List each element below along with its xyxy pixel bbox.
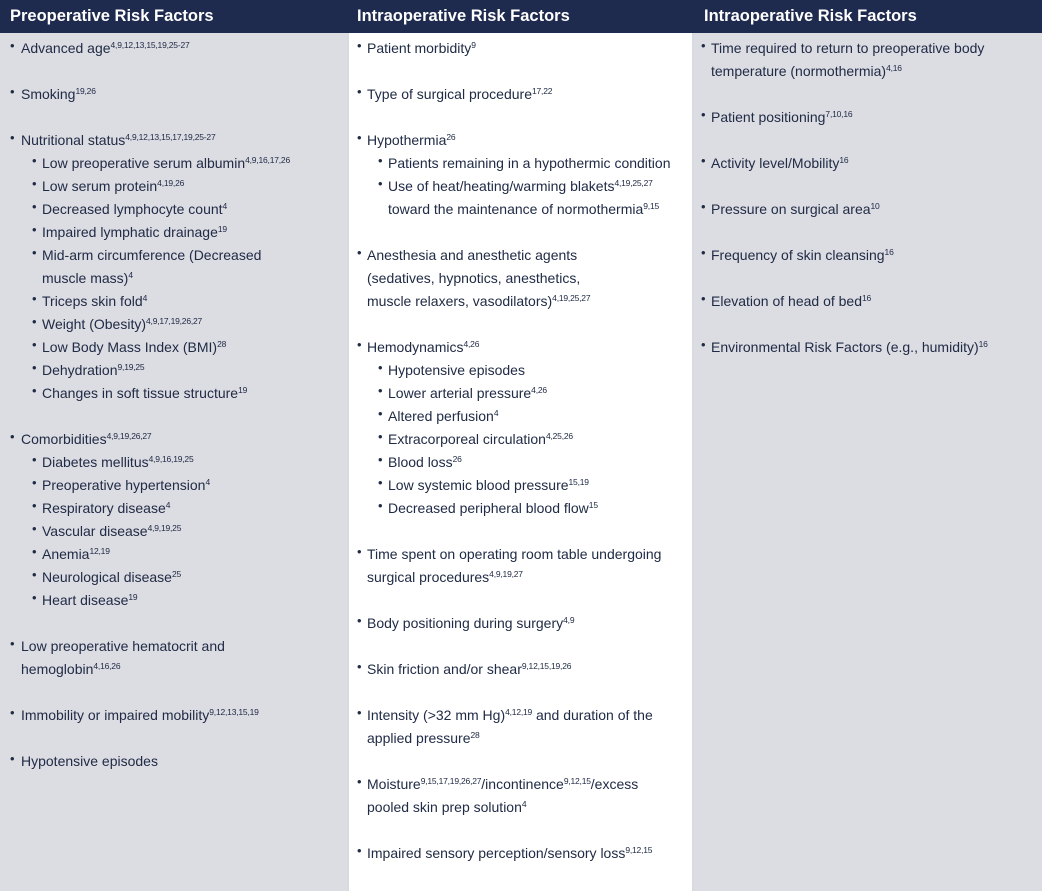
list-item: Skin friction and/or shear$^{9,12,15,19,26}$ <box>367 661 572 677</box>
list-item: Low preoperative serum albumin$^{4,9,16,17,26}$ <box>42 155 290 171</box>
list-item: Altered perfusion$^4$ <box>388 408 499 424</box>
bullet: • <box>32 360 37 375</box>
list-item: Immobility or impaired mobility$^{9,12,13,15,19}$ <box>21 707 259 723</box>
bullet: • <box>378 360 383 375</box>
bullet: • <box>701 199 706 214</box>
bullet: • <box>32 337 37 352</box>
bullet: • <box>378 176 383 191</box>
bullet: • <box>357 84 362 99</box>
list-item: Vascular disease$^{4,9,19,25}$ <box>42 523 182 539</box>
bullet: • <box>357 130 362 145</box>
list-item: Smoking$^{19,26}$ <box>21 86 96 102</box>
list-item: Elevation of head of bed$^{16}$ <box>711 293 872 309</box>
bullet: • <box>10 130 15 145</box>
bullet: • <box>378 406 383 421</box>
list-item: Time spent on operating room table undergoing <box>367 546 662 562</box>
list-item: Triceps skin fold$^4$ <box>42 293 148 309</box>
list-item: Extracorporeal circulation$^{4,25,26}$ <box>388 431 573 447</box>
bullet: • <box>357 245 362 260</box>
list-item: Hypotensive episodes <box>21 753 158 769</box>
header-intraoperative: Intraoperative Risk Factors <box>347 0 694 33</box>
bullet: • <box>378 452 383 467</box>
bullet: • <box>357 774 362 789</box>
list-item: Lower arterial pressure$^{4,26}$ <box>388 385 547 401</box>
list-item-cont: surgical procedures$^{4,9,19,27}$ <box>367 569 523 585</box>
bullet: • <box>32 291 37 306</box>
list-item: Low systemic blood pressure$^{15,19}$ <box>388 477 589 493</box>
list-item-cont: hemoglobin$^{4,16,26}$ <box>21 661 121 677</box>
list-item: Blood loss$^{26}$ <box>388 454 462 470</box>
bullet: • <box>701 38 706 53</box>
bullet: • <box>357 38 362 53</box>
list-item: Moisture$^{9,15,17,19,26,27}$/incontinence$^{9,12,15}$/excess <box>367 776 639 792</box>
bullet: • <box>32 590 37 605</box>
list-item: Body positioning during surgery$^{4,9}$ <box>367 615 575 631</box>
list-item: Frequency of skin cleansing$^{16}$ <box>711 247 894 263</box>
header-intraoperative-2: Intraoperative Risk Factors <box>694 0 1042 33</box>
list-item-cont: (sedatives, hypnotics, anesthetics, <box>367 270 581 286</box>
bullet: • <box>357 705 362 720</box>
list-item: Decreased lymphocyte count$^4$ <box>42 201 228 217</box>
bullet: • <box>357 544 362 559</box>
bullet: • <box>32 452 37 467</box>
list-item: Low preoperative hematocrit and <box>21 638 225 654</box>
bullet: • <box>701 107 706 122</box>
list-item: Activity level/Mobility$^{16}$ <box>711 155 849 171</box>
bullet: • <box>378 153 383 168</box>
bullet: • <box>378 383 383 398</box>
bullet: • <box>701 291 706 306</box>
bullet: • <box>32 314 37 329</box>
list-item: Hemodynamics$^{4,26}$ <box>367 339 480 355</box>
bullet: • <box>32 199 37 214</box>
bullet: • <box>32 245 37 260</box>
bullet: • <box>10 84 15 99</box>
list-item: Pressure on surgical area$^{10}$ <box>711 201 880 217</box>
header-preoperative: Preoperative Risk Factors <box>0 0 347 33</box>
bullet: • <box>357 613 362 628</box>
list-item: Low serum protein$^{4,19,26}$ <box>42 178 185 194</box>
bullet: • <box>357 659 362 674</box>
list-item: Advanced age$^{4,9,12,13,15,19,25-27}$ <box>21 40 190 56</box>
list-item: Hypotensive episodes <box>388 362 525 378</box>
list-item: Mid-arm circumference (Decreased <box>42 247 262 263</box>
list-item-cont: muscle relaxers, vasodilators)$^{4,19,25,27}$ <box>367 293 591 309</box>
bullet: • <box>10 636 15 651</box>
list-item: Impaired lymphatic drainage$^{19}$ <box>42 224 227 240</box>
bullet: • <box>701 337 706 352</box>
list-item-cont: applied pressure$^{28}$ <box>367 730 480 746</box>
bullet: • <box>32 222 37 237</box>
bullet: • <box>32 176 37 191</box>
list-item: Environmental Risk Factors (e.g., humidity)$^{16}$ <box>711 339 988 355</box>
list-item: Dehydration$^{9,19,25}$ <box>42 362 145 378</box>
bullet: • <box>10 705 15 720</box>
bullet: • <box>701 245 706 260</box>
bullet: • <box>32 498 37 513</box>
list-item: Hypothermia$^{26}$ <box>367 132 456 148</box>
list-item: Intensity (>32 mm Hg)$^{4,12,19}$ and duration of the <box>367 707 653 723</box>
bullet: • <box>357 843 362 858</box>
list-item: Time required to return to preoperative body <box>711 40 985 56</box>
list-item: Anemia$^{12,19}$ <box>42 546 110 562</box>
bullet: • <box>32 153 37 168</box>
list-item: Weight (Obesity)$^{4,9,17,19,26,27}$ <box>42 316 203 332</box>
list-item-cont: temperature (normothermia)$^{4,16}$ <box>711 63 902 79</box>
list-item: Nutritional status$^{4,9,12,13,15,17,19,25-27}$ <box>21 132 216 148</box>
list-item: Respiratory disease$^4$ <box>42 500 171 516</box>
bullet: • <box>701 153 706 168</box>
list-item: Neurological disease$^{25}$ <box>42 569 182 585</box>
bullet: • <box>32 544 37 559</box>
list-item: Impaired sensory perception/sensory loss$^{9,12,15}$ <box>367 845 653 861</box>
bullet: • <box>378 429 383 444</box>
list-item-cont: toward the maintenance of normothermia$^{9,15}$ <box>388 201 659 217</box>
list-item-cont: pooled skin prep solution$^4$ <box>367 799 527 815</box>
bullet: • <box>32 521 37 536</box>
bullet: • <box>10 38 15 53</box>
list-item: Preoperative hypertension$^4$ <box>42 477 210 493</box>
list-item: Decreased peripheral blood flow$^{15}$ <box>388 500 598 516</box>
list-item: Comorbidities$^{4,9,19,26,27}$ <box>21 431 152 447</box>
bullet: • <box>357 337 362 352</box>
list-item: Patient morbidity$^9$ <box>367 40 476 56</box>
list-item: Changes in soft tissue structure$^{19}$ <box>42 385 248 401</box>
list-item: Anesthesia and anesthetic agents <box>367 247 578 263</box>
list-item: Heart disease$^{19}$ <box>42 592 138 608</box>
list-item: Patients remaining in a hypothermic condition <box>388 155 671 171</box>
list-item: Type of surgical procedure$^{17,22}$ <box>367 86 553 102</box>
bullet: • <box>378 475 383 490</box>
list-item: Low Body Mass Index (BMI)$^{28}$ <box>42 339 227 355</box>
bullet: • <box>10 429 15 444</box>
bullet: • <box>32 383 37 398</box>
bullet: • <box>32 475 37 490</box>
bullet: • <box>10 751 15 766</box>
list-item: Use of heat/heating/warming blakets$^{4,19,25,27}$ <box>388 178 653 194</box>
bullet: • <box>32 567 37 582</box>
list-item: Diabetes mellitus$^{4,9,16,19,25}$ <box>42 454 194 470</box>
list-item-cont: muscle mass)$^4$ <box>42 270 133 286</box>
list-item: Patient positioning$^{7,10,16}$ <box>711 109 853 125</box>
bullet: • <box>378 498 383 513</box>
